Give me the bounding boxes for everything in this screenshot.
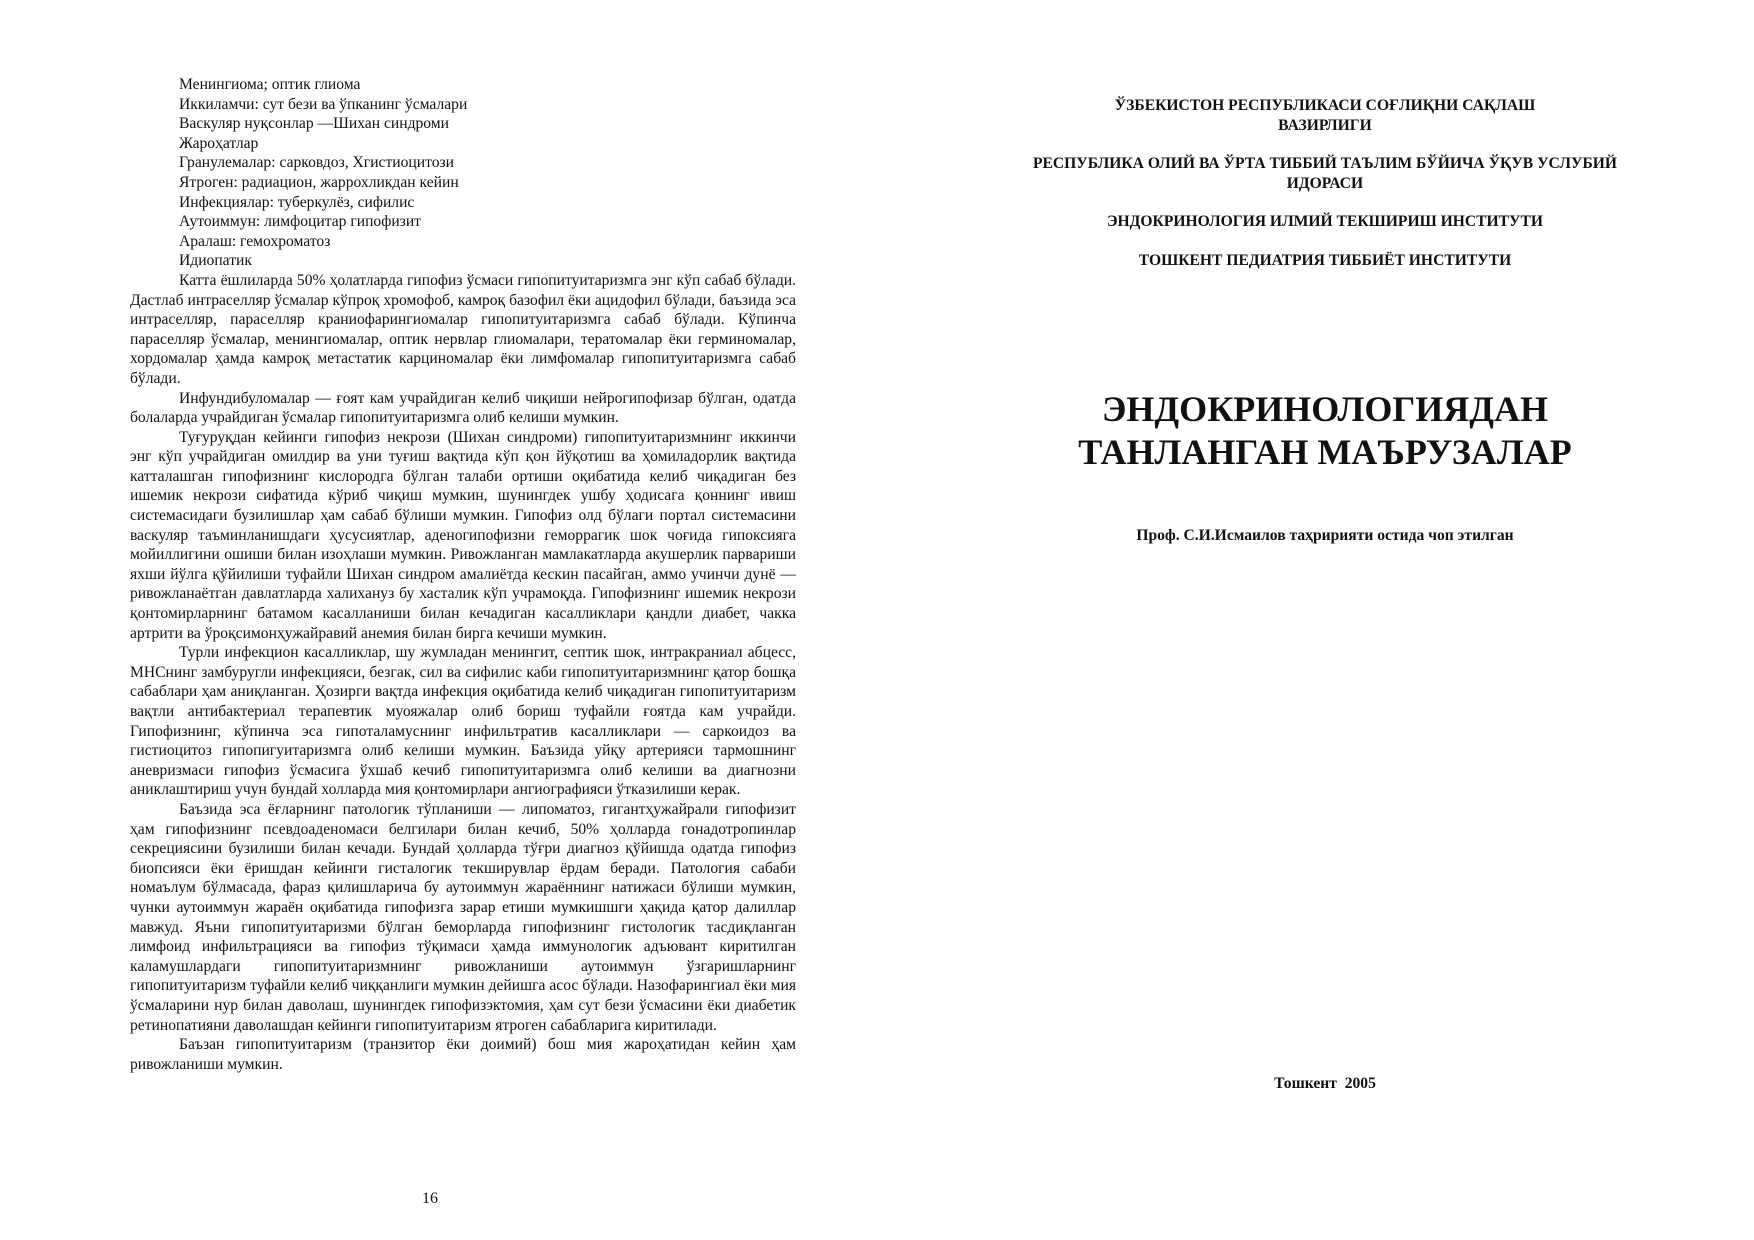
body-paragraph: Турли инфекцион касалликлар, шу жумладан менингит, септик шок, интракраниал абцесс, МНСнинг замбуругли инфекцияси, безгак, сил ва сифилис каби гипопитуитаризмнинг қатор бошқа сабаблари ҳам аниқланган. Ҳозирги вақтда инфекция оқибатида келиб чиқадиган гипопитуитаризм вақтли антибактериал терапевтик муояжалар олиб бориш туфайли ғоятда кам учрайди. Гипофизнинг, кўпинча эса гипоталамуснинг инфильтратив касалликлари — саркоидоз ва гистиоцитоз гипопигуитаризмга олиб келиши мумкин. Баъзида уйқу артерияси тармошнинг аневризмаси гипофиз ўсмасига ўхшаб кечиб гипопитуитаризмга олиб келиши ва диагнозни аниклаштириш учун бундай холларда мия қонтомирлари ангиографияси ўтказилиши керак. — [130, 644, 796, 799]
office-line-2: ИДОРАСИ — [1286, 174, 1364, 192]
ministry-line-2: ВАЗИРЛИГИ — [1278, 116, 1372, 134]
list-item: Идиопатик — [179, 252, 252, 270]
institute-2: ТОШКЕНТ ПЕДИАТРИЯ ТИББИЁТ ИНСТИТУТИ — [1138, 251, 1512, 269]
title-line-2: ТАНЛАНГАН МАЪРУЗАЛАР — [1078, 432, 1572, 472]
list-item: Аутоиммун: лимфоцитар гипофизит — [179, 213, 421, 231]
left-page — [130, 75, 796, 1074]
list-item: Инфекциялар: туберкулёз, сифилис — [179, 193, 415, 211]
body-paragraph: Инфундибуломалар — ғоят кам учрайдиган келиб чиқиши нейрогипофизар бўлган, одатда болаларда учрайдиган ўсмалар гипопитуитаризмга олиб келиши мумкин. — [130, 389, 796, 427]
city-year: Тошкент 2005 — [1274, 1075, 1376, 1092]
list-item: Ятроген: радиацион, жаррохликдан кейин — [179, 173, 459, 191]
institute-1: ЭНДОКРИНОЛОГИЯ ИЛМИЙ ТЕКШИРИШ ИНСТИТУТИ — [1106, 213, 1544, 230]
body-paragraph: Баъзан гипопитуитаризм (транзитор ёки доимий) бош мия жароҳатидан кейин ҳам ривожланиши мумкин. — [130, 1036, 796, 1073]
list-item: Васкуляр нуқсонлар —Шихан синдроми — [179, 115, 450, 133]
body-paragraph: Баъзида эса ёғларнинг патологик тўпланиши — липоматоз, гигантҳужайрали гипофизит ҳам гипофизнинг псевдоаденомаси белгилари билан кечиб, 50% ҳолларда гонадотропинлар секрециясини бузилиши билан кечади. Бундай ҳолларда тўғри диагноз қўйишда одатда гипофиз биопсияси ёки ёришдан кейинги гисталогик текширувлар ёрдам беради. Патология сабаби номаълум бўлмасада, фараз қилишларича бу аутоиммун жараённинг натижаси бўлиши мумкин, чунки аутоиммун жараён оқибатида гипофизга зарар етиши мумкишшги ҳақида қатор далиллар мавжуд. Яъни гипопитуитаризми бўлган беморларда гипофизнинг гистологик тасдиқланган лимфоид инфильтрацияси ва гипофиз тўқимаси ҳамда иммунологик адъювант киритилган каламушлардаги гипопитуитаризмнинг ривожланиши аутоиммун ўзгаришларнинг гипопитуитаризм туфайли келиб чиққанлиги мумкин дейишга асос бўлади. Назофарингиал ёки мия ўсмаларини нур билан даволаш, шунингдек гипофизэктомия, ҳам сут бези ўсмасини ёки диабетик ретинопатияни даволашдан кейинги гипопитуитаризм ятроген сабабларига киритилади. — [130, 800, 796, 1034]
editor-line: Проф. С.И.Исмаилов таҳририяти остида чоп этилган — [1136, 527, 1514, 544]
ministry-line-1: ЎЗБЕКИСТОН РЕСПУБЛИКАСИ СОҒЛИҚНИ САҚЛАШ — [1114, 97, 1536, 114]
list-item: Гранулемалар: сарковдоз, Хгистиоцитози — [179, 154, 455, 172]
list-item: Менингиома; оптик глиома — [179, 76, 361, 93]
title-line-1: ЭНДОКРИНОЛОГИЯДАН — [1102, 389, 1548, 429]
title-page-header — [975, 96, 1675, 270]
body-paragraph: Катта ёшлиларда 50% ҳолатларда гипофиз ўсмаси гипопитуитаризмга энг кўп сабаб бўлади. Дастлаб интраселляр ўсмалар кўпроқ хромофоб, камроқ базофил ёки ацидофил бўлади, баъзида эса интраселляр, параселляр краниофарингиомалар гипопитуитаризмга сабаб бўлади. Кўпинча параселляр ўсмалар, менингиомалар, оптик нервлар глиомалари, тератомалар ёки герминомалар, хордомалар ҳамда камроқ метастатик карциномалар ёки лимфомалар гипопитуитаризмга сабаб бўлади. — [130, 271, 796, 387]
book-title — [975, 388, 1675, 474]
body-paragraph: Туғуруқдан кейинги гипофиз некрози (Шихан синдроми) гипопитуитаризмнинг иккинчи энг кўп учрайдиган омилдир ва уни туғиш вақтида кўп қон йўқотиш ва ҳомиладорлик вақтида катталашган гипофизнинг кислородга бўлган талаби ортиши оқибатида келиб чиқадиган без ишемик некрози сифатида кўриб чиқиш мумкин, шунингдек ушбу ҳодисага қоннинг ивиш системасидаги бузилишлар ҳам сабаб бўлиши мумкин. Гипофиз олд бўлаги портал системасини васкуляр таъминланишдаги ҳусусиятлар, аденогипофизни геморрагик шок чоғида гипоксияга мойиллигини ошиши билан изоҳлаши мумкин. Ривожланган мамлакатларда акушерлик парвариши яхши йўлга қўйилиши туфайли Шихан синдром амалиётда кескин пасайган, аммо учинчи дунё — ривожланаётган давлатларда халихануз бу хасталик кўп учрамоқда. Гипофизнинг ишемик некрози қонтомирларнинг батамом касалланиши билан кечадиган касалликлари қандли диабет, чакка артрити ва ўроқсимонҳужайравий анемия билан бирга кечиши мумкин. — [130, 428, 796, 642]
list-item: Жароҳатлар — [179, 134, 259, 152]
list-item: Иккиламчи: сут бези ва ўпканинг ўсмалари — [179, 95, 468, 113]
office-line-1: РЕСПУБЛИКА ОЛИЙ ВА ЎРТА ТИББИЙ ТАЪЛИМ БЎЙИЧА ЎҚУВ УСЛУБИЙ — [1032, 155, 1618, 172]
list-item: Аралаш: гемохроматоз — [179, 232, 331, 250]
page-number: 16 — [422, 1190, 438, 1207]
